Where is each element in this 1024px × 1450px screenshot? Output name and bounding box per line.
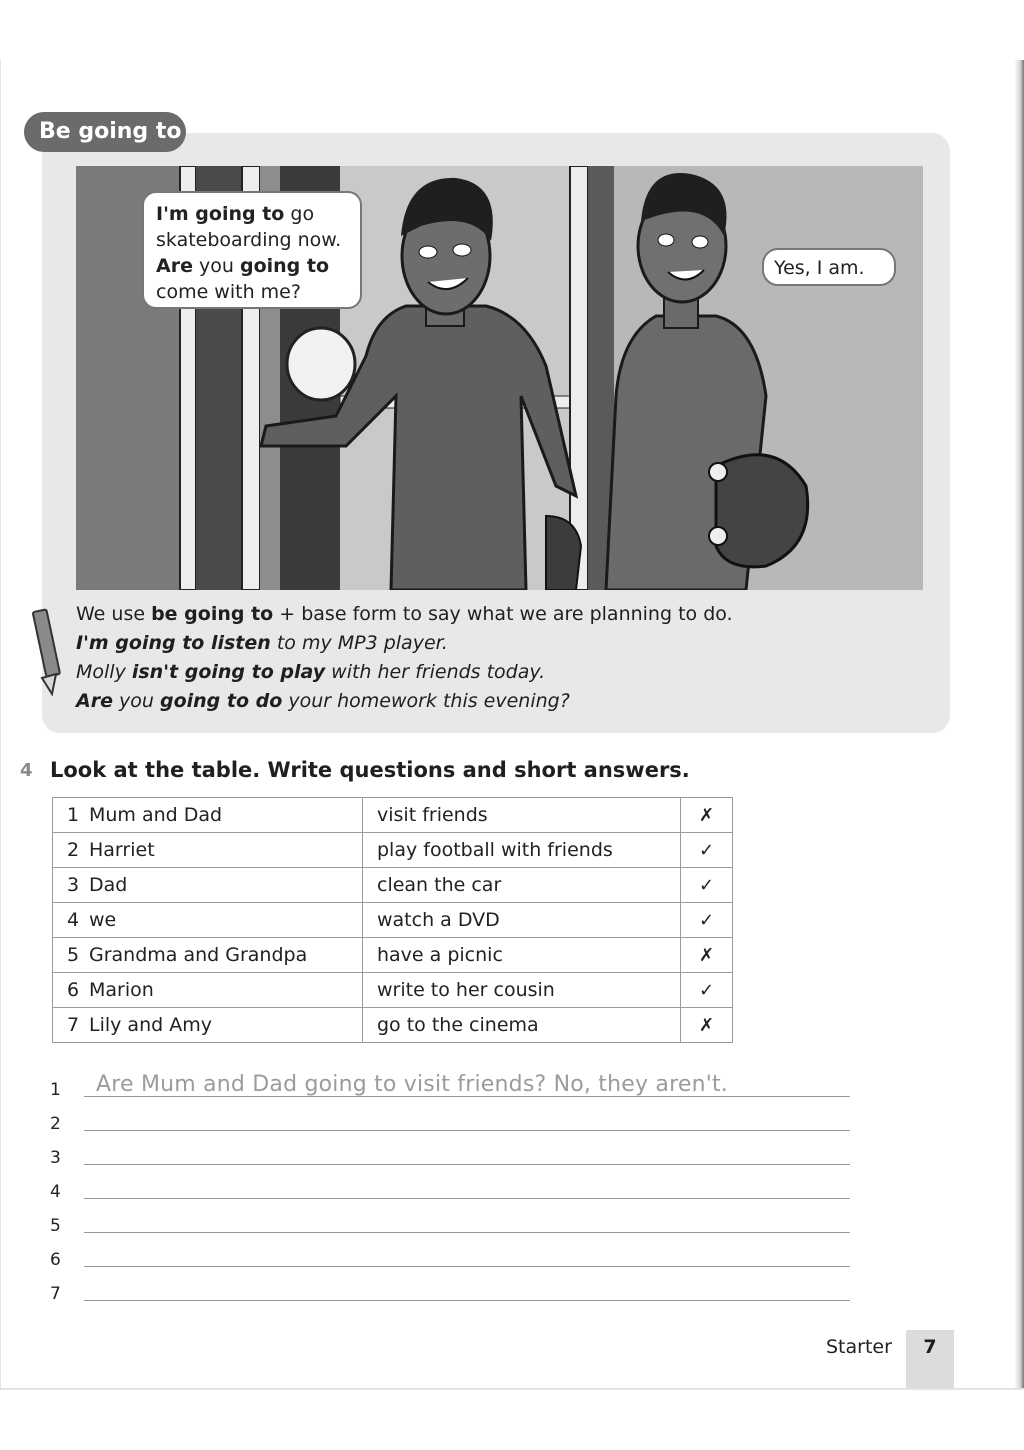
rule-emphasis: Are [76, 690, 113, 712]
rule-text: with her friends today. [325, 661, 546, 683]
bubble-text: you [192, 255, 240, 277]
answer-line[interactable] [84, 1164, 850, 1165]
table-row [53, 938, 733, 973]
rule-text: + base form to say what we are planning to do. [273, 603, 733, 625]
table-row [53, 903, 733, 938]
answer-line[interactable] [84, 1130, 850, 1131]
subject-text: Harriet [89, 839, 155, 861]
cross-mark-icon: ✗ [681, 938, 733, 973]
answer-lines [50, 1072, 850, 1310]
table-cell-subject [53, 798, 363, 833]
example-answer: Are Mum and Dad going to visit friends? No, they aren't. [96, 1072, 728, 1097]
table-cell-activity: clean the car [363, 868, 681, 903]
bubble-text: go [284, 203, 315, 225]
table-cell-activity: have a picnic [363, 938, 681, 973]
page-bottom-edge [0, 1388, 1024, 1390]
table-cell-activity: write to her cousin [363, 973, 681, 1008]
answer-number: 1 [50, 1080, 61, 1100]
table-cell-activity: go to the cinema [363, 1008, 681, 1043]
check-mark-icon: ✓ [681, 973, 733, 1008]
table-row [53, 1008, 733, 1043]
bubble-emphasis: going to [239, 255, 330, 277]
bubble-emphasis: I'm going to [156, 203, 285, 225]
rule-example-2 [76, 658, 936, 687]
rule-text: you [112, 690, 160, 712]
answer-number: 6 [50, 1250, 61, 1270]
answer-row-5 [50, 1208, 850, 1242]
cross-mark-icon: ✗ [681, 798, 733, 833]
table-cell-activity: watch a DVD [363, 903, 681, 938]
row-number: 5 [67, 944, 80, 966]
answer-row-6 [50, 1242, 850, 1276]
rule-text: your homework this evening? [282, 690, 570, 712]
section-title: Be going to [24, 112, 186, 152]
row-number: 7 [67, 1014, 80, 1036]
answer-line[interactable] [84, 1300, 850, 1301]
table-cell-subject [53, 938, 363, 973]
subject-text: Grandma and Grandpa [89, 944, 308, 966]
exercise-instruction: Look at the table. Write questions and short answers. [50, 758, 690, 782]
rule-emphasis: I'm going to listen [76, 632, 271, 654]
answer-row-1 [50, 1072, 850, 1106]
rule-emphasis: be going to [151, 603, 274, 625]
bubble-line-2: skateboarding now. [156, 229, 342, 251]
answer-number: 5 [50, 1216, 61, 1236]
answer-line[interactable] [84, 1266, 850, 1267]
table-row [53, 868, 733, 903]
bubble-line-4: come with me? [156, 281, 301, 303]
row-number: 6 [67, 979, 80, 1001]
table-cell-activity: visit friends [363, 798, 681, 833]
rule-text: to my MP3 player. [270, 632, 448, 654]
subject-text: Lily and Amy [89, 1014, 212, 1036]
exercise-number: 4 [20, 760, 33, 781]
unit-label: Starter [826, 1336, 892, 1358]
rule-emphasis: going to do [159, 690, 283, 712]
table-row [53, 798, 733, 833]
table-row [53, 973, 733, 1008]
subject-text: we [89, 909, 117, 931]
table-cell-subject [53, 903, 363, 938]
page-binding-shadow [1014, 60, 1024, 1390]
rule-intro [76, 600, 936, 629]
check-mark-icon: ✓ [681, 833, 733, 868]
row-number: 3 [67, 874, 80, 896]
speech-bubble-left [142, 191, 362, 309]
cross-mark-icon: ✗ [681, 1008, 733, 1043]
answer-number: 7 [50, 1284, 61, 1304]
table-cell-subject [53, 868, 363, 903]
answer-number: 4 [50, 1182, 61, 1202]
table-row [53, 833, 733, 868]
bubble-emphasis: Are [156, 255, 193, 277]
table-cell-subject [53, 833, 363, 868]
bubble-line-1 [156, 201, 348, 227]
answer-number: 2 [50, 1114, 61, 1134]
rule-text: We use [76, 603, 152, 625]
speech-bubble-right: Yes, I am. [762, 248, 896, 286]
rule-example-3 [76, 687, 936, 716]
page-number: 7 [906, 1330, 954, 1388]
pencil-icon [30, 606, 66, 698]
answer-line[interactable] [84, 1232, 850, 1233]
table-cell-subject [53, 1008, 363, 1043]
answer-row-3 [50, 1140, 850, 1174]
answer-line[interactable] [84, 1096, 850, 1097]
answer-row-4 [50, 1174, 850, 1208]
row-number: 4 [67, 909, 80, 931]
table-cell-subject [53, 973, 363, 1008]
answer-number: 3 [50, 1148, 61, 1168]
check-mark-icon: ✓ [681, 868, 733, 903]
check-mark-icon: ✓ [681, 903, 733, 938]
row-number: 2 [67, 839, 80, 861]
answer-row-7 [50, 1276, 850, 1310]
bubble-line-3 [156, 253, 348, 279]
answer-line[interactable] [84, 1198, 850, 1199]
subject-text: Mum and Dad [89, 804, 223, 826]
answer-row-2 [50, 1106, 850, 1140]
row-number: 1 [67, 804, 80, 826]
subject-text: Marion [89, 979, 154, 1001]
rule-text: Molly [76, 661, 132, 683]
rule-emphasis: isn't going to play [131, 661, 326, 683]
grammar-rule [76, 600, 936, 716]
table-cell-activity: play football with friends [363, 833, 681, 868]
activity-table [52, 797, 733, 1043]
subject-text: Dad [89, 874, 128, 896]
rule-example-1 [76, 629, 936, 658]
